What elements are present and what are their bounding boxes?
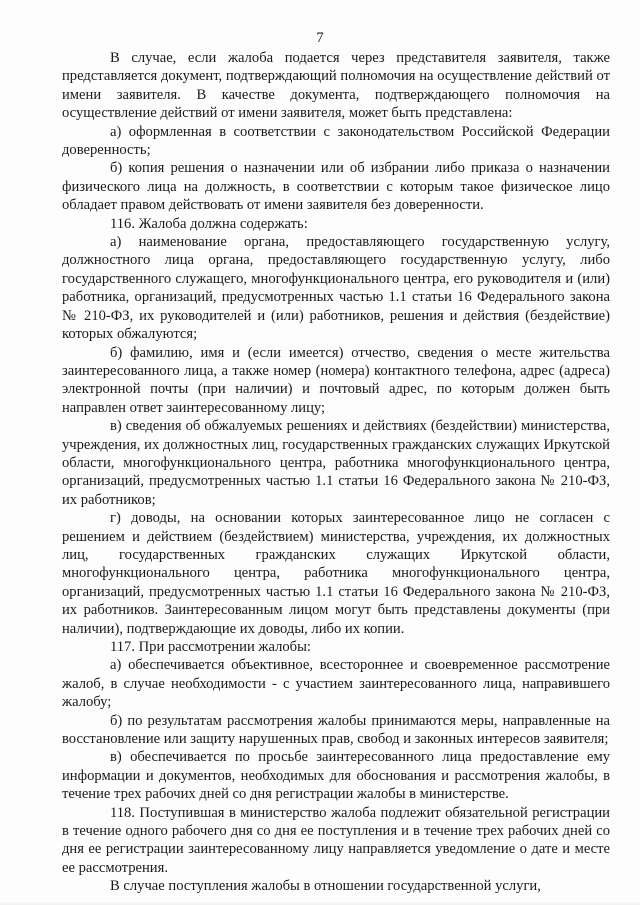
document-body — [62, 49, 610, 896]
paragraph-representative-documents: В случае, если жалоба подается через представителя заявителя, также представляется документ, подтверждающий полномочия на осуществление действий от имени заявителя. В качестве документа, подтверждающего полномочия на осуществление действий от имени заявителя, может быть представлена: — [62, 50, 610, 122]
paragraph-116-b: б) фамилию, имя и (если имеется) отчество, сведения о месте жительства заинтересованного лица, а также номер (номера) контактного телефона, адрес (адреса) электронной почты (при наличии) и почтовый адрес, по которым должен быть направлен ответ заинтересованному лицу; — [62, 344, 610, 416]
paragraph-117-v: в) обеспечивается по просьбе заинтересованного лица предоставление ему информации и документов, необходимых для обоснования и рассмотрения жалобы, в течение трех рабочих дней со дня регистрации жалобы в министерстве. — [62, 749, 610, 803]
section-heading-117: 117. При рассмотрении жалобы: — [110, 639, 311, 655]
paragraph-appointment-decision: б) копия решения о назначении или об избрании либо приказа о назначении физического лица на должность, в соответствии с которым такое физическое лицо обладает правом действовать от имени заявителя без доверенности. — [62, 160, 610, 214]
paragraph-power-of-attorney: а) оформленная в соответствии с законодательством Российской Федерации доверенность; — [62, 123, 610, 159]
section-heading-116: 116. Жалоба должна содержать: — [110, 215, 308, 232]
paragraph-116-a: а) наименование органа, предоставляющего государственную услугу, должностного лица органа, предоставляющего государственную услугу, либо государственного служащего, многофункционального центра, его руководителя и (или) работника, организаций, предусмотренных частью 1.1 статьи 16 Федерального закона № 210-ФЗ, их руководителей и (или) работников, решения и действия (бездействие) которых обжалуются; — [62, 234, 610, 343]
page-number: 7 — [316, 30, 324, 46]
paragraph-117-b: б) по результатам рассмотрения жалобы принимаются меры, направленные на восстановление или защиту нарушенных прав, свобод и законных интересов заявителя; — [62, 712, 610, 748]
scan-edge-shadow — [0, 901, 640, 905]
paragraph-117-a: а) обеспечивается объективное, всестороннее и своевременное рассмотрение жалоб, в случае необходимости - с участием заинтересованного лица, направившего жалобу; — [62, 657, 610, 711]
paragraph-continuation: В случае поступления жалобы в отношении государственной услуги, — [110, 878, 541, 895]
paragraph-116-g: г) доводы, на основании которых заинтересованное лицо не согласен с решением и действием (бездействием) министерства, учреждения, их должностных лиц, государственных гражданских служащих Иркутской области, многофункционального центра, работника многофункционального центра, организаций, предусмотренных частью 1.1 статьи 16 Федерального закона № 210-ФЗ, их работников. Заинтересованным лицом могут быть представлены документы (при наличии), подтверждающие их доводы, либо их копии. — [62, 510, 610, 637]
paragraph-116-v: в) сведения об обжалуемых решениях и действиях (бездействии) министерства, учреждения, их должностных лиц, государственных гражданских служащих Иркутской области, многофункционального центра, работника многофункционального центра, организаций, предусмотренных частью 1.1 статьи 16 Федерального закона № 210-ФЗ, их работников; — [62, 418, 610, 508]
paragraph-118: 118. Поступившая в министерство жалоба подлежит обязательной регистрации в течение одного рабочего дня со дня ее поступления и в течение трех рабочих дней со дня ее регистрации заинтересованному лицу направляется уведомление о дате и месте ее рассмотрения. — [62, 804, 610, 876]
